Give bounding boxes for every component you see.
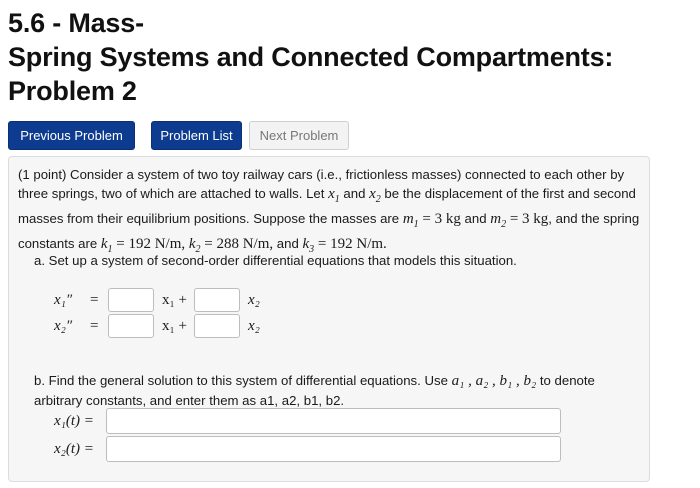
intro-text-1: (1 point) Consider a system of two toy railway cars (i.e., frictionless masses) connected to each other by three springs, two of which are attached to walls. Let [18,167,625,201]
var-k1: $k_1$ [100,236,113,255]
problem-statement [18,165,643,259]
intro-text-4: and [460,211,491,226]
eq1-equals: = [90,291,99,308]
k3-value: = 192 N/m. [314,236,387,252]
next-problem-button[interactable]: Next Problem [249,121,349,150]
page-title-line-3: Problem 2 [8,76,137,106]
eq1-lhs: x₁″ [54,291,73,308]
part-a-text: a. Set up a system of second-order differential equations that models this situation. [34,253,517,268]
eq2-coef-x2-input[interactable] [194,314,240,338]
problem-list-button[interactable]: Problem List [151,121,242,150]
intro-text-2: and [339,186,370,201]
previous-problem-button[interactable]: Previous Problem [8,121,135,150]
problem-panel [8,156,650,482]
x2-solution-input[interactable] [106,436,561,462]
x1-solution-input[interactable] [106,408,561,434]
part-b-text [34,371,634,410]
var-k3: $k_3$ [302,236,315,255]
var-k2: $k_2$ [188,236,201,255]
equation-row-1 [54,287,260,313]
eq2-x2-term: x₂ [248,317,260,334]
k1-value: = 192 N/m, [112,236,186,252]
eq1-x2-term: x₂ [248,291,260,308]
eq1-x1-plus: x₁ + [162,291,187,308]
var-m1: $m_1$ [402,211,419,230]
eq2-lhs: x₂″ [54,317,73,334]
var-x2: $x_2$ [369,186,381,205]
page-title [8,6,698,108]
equation-row-2 [54,313,260,339]
eq2-coef-x1-input[interactable] [108,314,154,338]
eq1-coef-x1-input[interactable] [108,288,154,312]
intro-text-5: , and the spring constants are [18,211,640,251]
eq1-coef-x2-input[interactable] [194,288,240,312]
m1-value: = 3 kg [418,211,461,227]
solution-row-2 [54,435,561,463]
m2-value: = 3 kg [506,211,549,227]
var-x1: $x_1$ [328,186,340,205]
eq2-equals: = [90,317,99,334]
part-b-vars: a₁ , a₂ , b₁ , b₂ [451,373,537,389]
part-b-text-1: b. Find the general solution to this system of differential equations. Use [34,373,452,388]
sol2-label: x₂(t) = [54,440,94,457]
solution-row-1 [54,407,561,435]
k2-value: = 288 N/m, [200,236,274,252]
intro-text-6: and [273,236,303,251]
part-b-text-2: to denote arbitrary constants, and enter them as a1, a2, b1, b2. [34,373,595,408]
page-title-line-1: 5.6 - Mass- [8,8,144,38]
intro-text-3: be the displacement of the first and second masses from their equilibrium positions. Suppose the masses are [18,186,636,226]
eq2-x1-plus: x₁ + [162,317,187,334]
page-title-line-2: Spring Systems and Connected Compartments: [8,42,614,72]
var-m2: $m_2$ [490,211,507,230]
sol1-label: x₁(t) = [54,412,94,429]
